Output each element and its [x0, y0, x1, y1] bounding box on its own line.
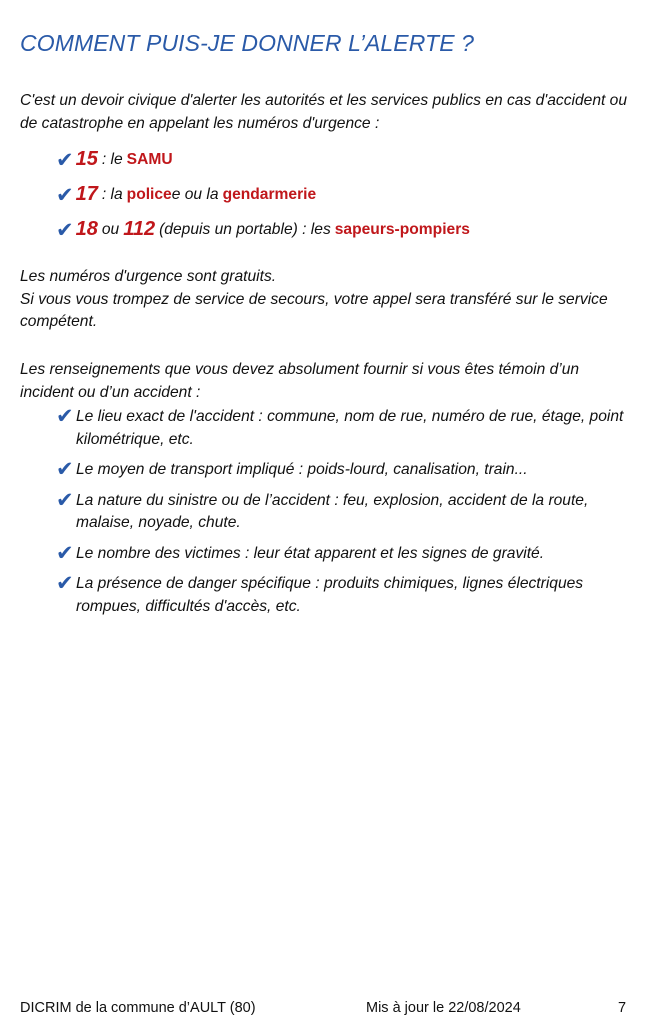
emergency-separator: : la	[101, 185, 123, 203]
checkmark-icon: ✔	[56, 457, 74, 481]
intro-paragraph: C'est un devoir civique d'alerter les autorités et les services publics en cas d'accident ou de catastrophe en appelant les numéros d'urgence :	[20, 92, 627, 132]
page-title: COMMENT PUIS-JE DONNER L’ALERTE ?	[20, 30, 475, 56]
emergency-number: 18	[75, 218, 98, 240]
emergency-connector: e ou la	[171, 185, 219, 203]
emergency-service: sapeurs-pompiers	[334, 220, 470, 238]
emergency-number: 15	[75, 148, 98, 170]
emergency-item-samu	[56, 142, 470, 177]
footer-page-number: 7	[618, 1000, 627, 1016]
list-item-text: Le lieu exact de l'accident : commune, nom de rue, numéro de rue, étage, point kilométrique, etc.	[76, 408, 624, 448]
transfer-text: Si vous vous trompez de service de secours, votre appel sera transféré sur le service compétent.	[20, 290, 608, 330]
list-item	[56, 406, 636, 451]
checkmark-icon: ✔	[56, 404, 74, 428]
emergency-item-pompiers	[56, 212, 470, 247]
list-item-text: La nature du sinistre ou de l’accident : feu, explosion, accident de la route, malaise, noyade, chute.	[76, 491, 589, 531]
footer-document-name: DICRIM de la commune d’AULT (80)	[20, 1000, 256, 1016]
footer-update-date: Mis à jour le 22/08/2024	[366, 1000, 521, 1016]
info-list	[56, 406, 636, 626]
emergency-service: police	[126, 185, 172, 203]
emergency-separator: : le	[101, 150, 123, 168]
free-call-paragraph	[20, 266, 632, 334]
list-item-text: La présence de danger spécifique : produits chimiques, lignes électriques rompues, difficultés d'accès, etc.	[76, 575, 584, 615]
emergency-service: SAMU	[126, 150, 173, 168]
checkmark-icon: ✔	[56, 571, 74, 595]
list-item-text: Le nombre des victimes : leur état apparent et les signes de gravité.	[76, 544, 545, 562]
list-item	[56, 459, 636, 482]
list-item	[56, 487, 636, 535]
checkmark-icon: ✔	[56, 487, 74, 512]
checkmark-icon: ✔	[56, 217, 74, 242]
checkmark-icon: ✔	[56, 182, 74, 207]
free-call-text: Les numéros d'urgence sont gratuits.	[20, 268, 277, 285]
emergency-separator: (depuis un portable) : les	[159, 220, 331, 238]
checkmark-icon: ✔	[56, 540, 74, 565]
emergency-number: 17	[75, 183, 98, 205]
info-intro-paragraph: Les renseignements que vous devez absolument fournir si vous êtes témoin d’un incident ou d’un accident :	[20, 361, 580, 401]
checkmark-icon: ✔	[56, 147, 74, 172]
emergency-item-police	[56, 177, 470, 212]
list-item	[56, 573, 636, 618]
emergency-number: 112	[123, 218, 156, 240]
emergency-service: gendarmerie	[222, 185, 317, 203]
list-item-text: Le moyen de transport impliqué : poids-lourd, canalisation, train...	[76, 461, 528, 478]
emergency-connector: ou	[101, 220, 120, 238]
list-item	[56, 540, 636, 566]
emergency-numbers-list	[56, 142, 470, 247]
